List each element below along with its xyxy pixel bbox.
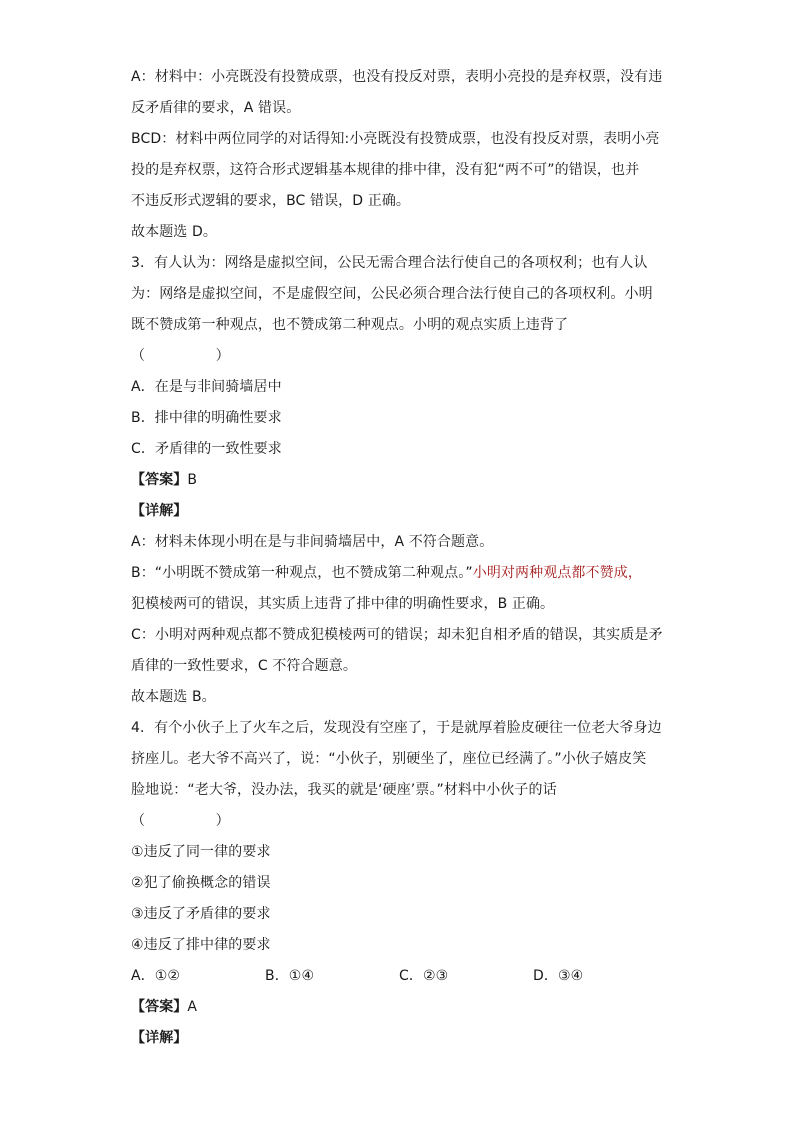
q3-explanation-b-line2: 犯模棱两可的错误，其实质上违背了排中律的明确性要求，B 正确。 [131, 596, 555, 612]
document-page [131, 62, 667, 1054]
q3-answer-value: B [187, 472, 198, 488]
q3-option-c: C．矛盾律的一致性要求 [131, 441, 282, 457]
q2-conclusion: 故本题选 D。 [131, 224, 217, 240]
q3-answer-label: 【答案】 [131, 472, 188, 488]
q4-stem-line3: 脸地说：“老大爷，没办法，我买的就是‘硬座’票。”材料中小伙子的话 [131, 782, 557, 798]
q4-item-3: ③违反了矛盾律的要求 [131, 906, 271, 922]
q4-answer-blank: （ ） [131, 813, 230, 829]
q3-detail-label: 【详解】 [131, 503, 188, 519]
q4-item-4: ④违反了排中律的要求 [131, 937, 271, 953]
q4-item-2: ②犯了偷换概念的错误 [131, 875, 271, 891]
q3-option-a: A．在是与非间骑墙居中 [131, 379, 282, 395]
q4-stem-line2: 挤座儿。老大爷不高兴了，说：“小伙子，别硬坐了，座位已经满了。”小伙子嬉皮笑 [131, 751, 647, 767]
q2-explanation-bcd-line2: 投的是弃权票，这符合形式逻辑基本规律的排中律，没有犯“两不可”的错误，也并 [131, 162, 640, 178]
q4-choice-d: D．③④ [533, 968, 584, 984]
q4-answer [131, 992, 667, 1023]
q3-answer [131, 465, 667, 496]
q4-choice-b: B．①④ [265, 968, 315, 984]
q3-explanation-b-quote: B：“小明既不赞成第一种观点，也不赞成第二种观点。” [131, 565, 473, 581]
q3-explanation-b-line1 [131, 558, 667, 589]
q3-option-b: B．排中律的明确性要求 [131, 410, 282, 426]
q3-stem-line3: 既不赞成第一种观点，也不赞成第二种观点。小明的观点实质上违背了 [131, 317, 569, 333]
q4-choices [131, 961, 667, 992]
q4-answer-value: A [187, 999, 198, 1015]
q4-detail-label: 【详解】 [131, 1030, 188, 1046]
q3-stem-line1: 3．有人认为：网络是虚拟空间，公民无需合理合法行使自己的各项权利；也有人认 [131, 255, 648, 271]
q4-item-1: ①违反了同一律的要求 [131, 844, 271, 860]
q4-choice-a: A．①② [131, 968, 181, 984]
q2-explanation-a-line1: A：材料中：小亮既没有投赞成票，也没有投反对票，表明小亮投的是弃权票，没有违 [131, 69, 663, 85]
q3-explanation-a: A：材料未体现小明在是与非间骑墙居中，A 不符合题意。 [131, 534, 494, 550]
q4-answer-label: 【答案】 [131, 999, 188, 1015]
q2-explanation-bcd-line3: 不违反形式逻辑的要求，BC 错误，D 正确。 [131, 193, 411, 209]
q3-explanation-c-line1: C：小明对两种观点都不赞成犯模棱两可的错误；却未犯自相矛盾的错误，其实质是矛 [131, 627, 663, 643]
q3-explanation-b-highlight: 小明对两种观点都不赞成， [472, 565, 642, 581]
q2-explanation-bcd-line1: BCD：材料中两位同学的对话得知:小亮既没有投赞成票，也没有投反对票，表明小亮 [131, 131, 660, 147]
q3-answer-blank: （ ） [131, 348, 230, 364]
q3-explanation-c-line2: 盾律的一致性要求，C 不符合题意。 [131, 658, 357, 674]
q2-explanation-a-line2: 反矛盾律的要求，A 错误。 [131, 100, 301, 116]
q3-stem-line2: 为：网络是虚拟空间，不是虚假空间，公民必须合理合法行使自己的各项权利。小明 [131, 286, 653, 302]
q4-stem-line1: 4．有个小伙子上了火车之后，发现没有空座了，于是就厚着脸皮硬往一位老大爷身边 [131, 720, 662, 736]
q4-choice-c: C．②③ [399, 968, 449, 984]
q3-conclusion: 故本题选 B。 [131, 689, 216, 705]
